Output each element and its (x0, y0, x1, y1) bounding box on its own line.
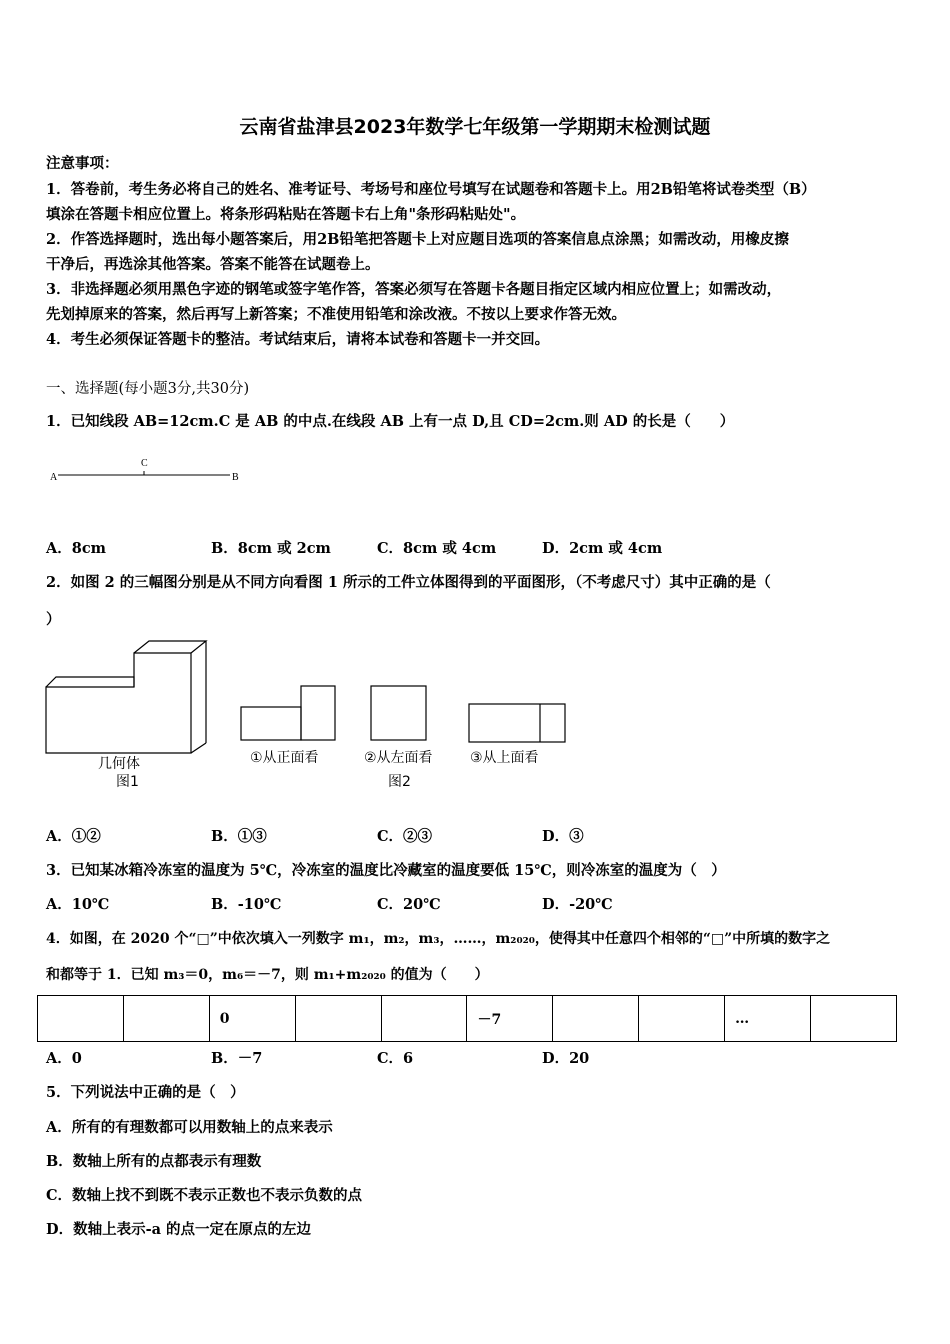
option-c: C．6 (377, 1050, 414, 1067)
notes-line: 填涂在答题卡相应位置上。将条形码粘贴在答题卡右上角"条形码粘贴处"。 (46, 206, 526, 223)
notes-line: 1．答卷前，考生务必将自己的姓名、准考证号、考场号和座位号填写在试题卷和答题卡上。用2B铅笔将试卷类型（B） (46, 181, 816, 198)
question-5-stem: 5．下列说法中正确的是（ ） (46, 1084, 245, 1101)
solid-label: 几何体 (98, 756, 140, 772)
option-b: B．8cm 或 2cm (211, 540, 331, 557)
option-a: A．0 (46, 1050, 82, 1067)
box-cell (553, 996, 639, 1042)
box-cell (639, 996, 725, 1042)
question-3-stem: 3．已知某冰箱冷冻室的温度为 5℃，冷冻室的温度比冷藏室的温度要低 15℃，则冷冻室的温度为（ ） (46, 862, 726, 879)
box-cell (295, 996, 381, 1042)
front-view-label: ①从正面看 (250, 750, 319, 766)
option-a: A．①② (46, 828, 101, 845)
option-c: C．20℃ (377, 896, 441, 913)
option-b: B．①③ (211, 828, 267, 845)
question-2-stem-cont: ） (46, 611, 61, 628)
notes-heading: 注意事项： (46, 155, 119, 172)
option-d: D．数轴上表示-a 的点一定在原点的左边 (46, 1221, 312, 1238)
option-a: A．所有的有理数都可以用数轴上的点来表示 (46, 1119, 333, 1136)
notes-line: 3．非选择题必须用黑色字迹的钢笔或签字笔作答，答案必须写在答题卡各题目指定区域内相应位置上；如需改动， (46, 281, 782, 298)
box-cell (38, 996, 124, 1042)
option-c: C．②③ (377, 828, 433, 845)
option-d: D．20 (542, 1050, 590, 1067)
left-view-label: ②从左面看 (364, 750, 433, 766)
segment-diagram (48, 455, 248, 490)
option-b: B．－7 (211, 1050, 263, 1067)
option-d: D．2cm 或 4cm (542, 540, 663, 557)
notes-line: 先划掉原来的答案，然后再写上新答案；不准使用铅笔和涂改液。不按以上要求作答无效。 (46, 306, 626, 323)
page-title: 云南省盐津县2023年数学七年级第一学期期末检测试题 (239, 116, 711, 138)
option-a: A．10℃ (46, 896, 110, 913)
question-4-stem-cont: 和都等于 1．已知 m₃＝0，m₆＝－7，则 m₁+m₂₀₂₀ 的值为（ ） (46, 967, 489, 983)
top-view-label: ③从上面看 (470, 750, 539, 766)
box-cell: 0 (209, 996, 295, 1042)
section-heading: 一、选择题(每小题3分,共30分) (46, 381, 250, 397)
option-b: B．-10℃ (211, 896, 282, 913)
option-b: B．数轴上所有的点都表示有理数 (46, 1153, 262, 1170)
notes-line: 干净后，再选涂其他答案。答案不能答在试题卷上。 (46, 256, 380, 273)
point-b-label: B (232, 472, 239, 483)
box-cell (381, 996, 467, 1042)
box-cell: … (725, 996, 811, 1042)
question-4-stem: 4．如图，在 2020 个“□”中依次填入一列数字 m₁，m₂，m₃，……，m₂₀₂₀，使得其中任意四个相邻的“□”中所填的数字之 (46, 931, 831, 947)
question-2-stem: 2．如图 2 的三幅图分别是从不同方向看图 1 所示的工件立体图得到的平面图形，（不考虑尺寸）其中正确的是（ (46, 574, 771, 591)
box-cell (123, 996, 209, 1042)
box-cell (811, 996, 897, 1042)
option-c: C．8cm 或 4cm (377, 540, 497, 557)
option-d: D．-20℃ (542, 896, 613, 913)
segment-figure (48, 455, 248, 490)
notes-line: 2．作答选择题时，选出每小题答案后，用2B铅笔把答题卡上对应题目选项的答案信息点涂黑；如需改动，用橡皮擦 (46, 231, 789, 248)
box-cell: －7 (467, 996, 553, 1042)
option-c: C．数轴上找不到既不表示正数也不表示负数的点 (46, 1187, 363, 1204)
table-row (38, 996, 897, 1042)
question-1-stem: 1．已知线段 AB=12cm.C 是 AB 的中点.在线段 AB 上有一点 D,且 CD=2cm.则 AD 的长是（ ） (46, 413, 735, 430)
figure-1-label: 图1 (116, 774, 139, 790)
option-d: D．③ (542, 828, 584, 845)
point-a-label: A (50, 472, 58, 483)
option-a: A．8cm (46, 540, 107, 557)
point-c-label: C (141, 458, 148, 469)
figure-2-label: 图2 (388, 774, 411, 790)
notes-line: 4．考生必须保证答题卡的整洁。考试结束后，请将本试卷和答题卡一并交回。 (46, 331, 550, 348)
number-boxes-table (37, 995, 897, 1042)
views-figure (40, 635, 570, 795)
